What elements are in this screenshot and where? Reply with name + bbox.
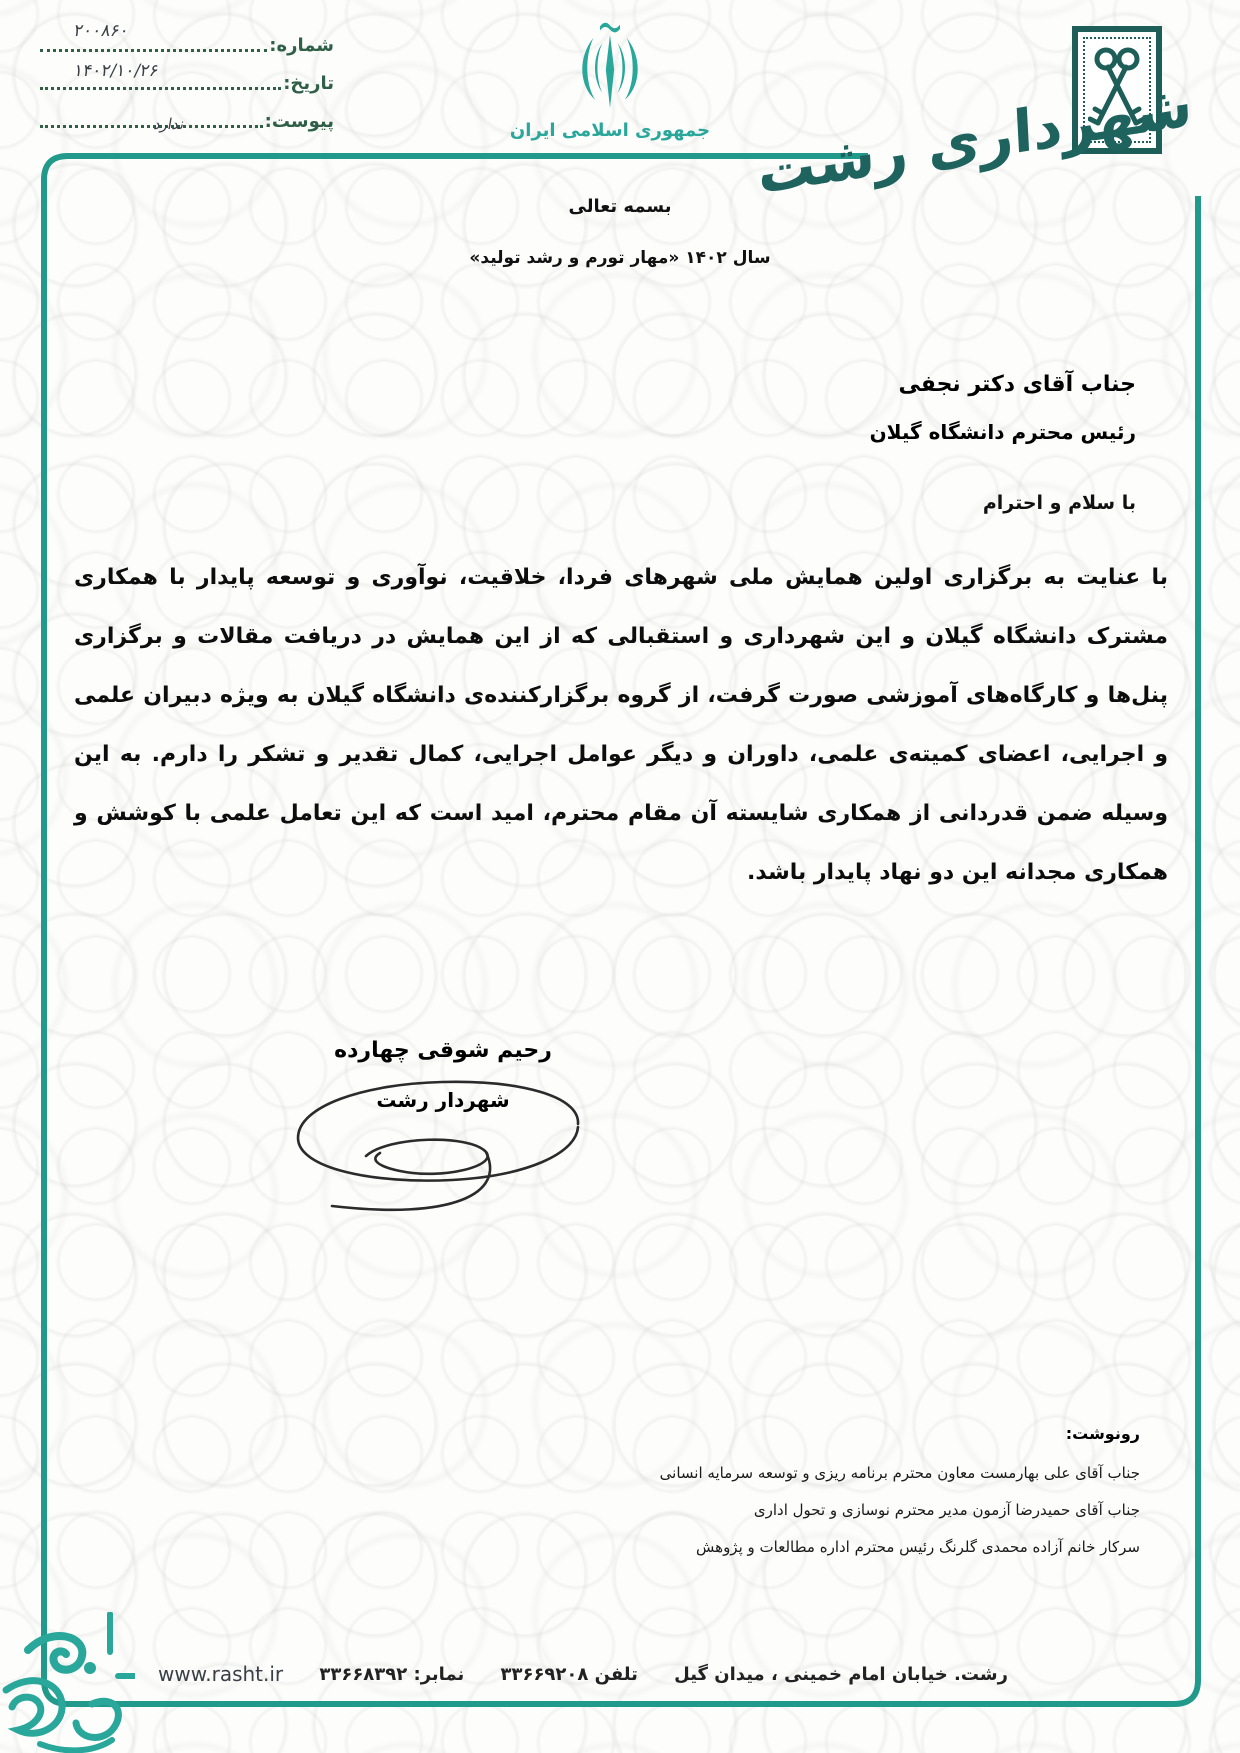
org-calligraphy: شهرداری رشت [756, 70, 1194, 208]
cc-item: جناب آقای حمیدرضا آزمون مدیر محترم نوسازی و تحول اداری [753, 1501, 1140, 1519]
signature-icon [280, 1072, 600, 1222]
corner-ornament-icon [0, 1612, 135, 1753]
date-label: تاریخ: [283, 73, 334, 94]
date-value: ۱۴۰۲/۱۰/۲۶ [72, 61, 161, 81]
number-field [34, 20, 334, 55]
cc-item: جناب آقای علی بهارمست معاون محترم برنامه ریزی و توسعه سرمایه انسانی [659, 1464, 1140, 1482]
addressee-title: رئیس محترم دانشگاه گیلان [869, 420, 1136, 444]
footer-fax [319, 1664, 464, 1685]
addressee-name: جناب آقای دکتر نجفی [898, 372, 1136, 397]
number-value: ۲۰۰۸۶۰ [72, 21, 131, 41]
footer-fax-value: ۳۳۶۶۸۳۹۲ [319, 1663, 408, 1685]
attachment-value: ندارد [152, 115, 186, 133]
salutation: با سلام و احترام [982, 492, 1136, 514]
country-name: جمهوری اسلامی ایران [509, 120, 711, 141]
year-slogan: سال ۱۴۰۲ «مهار تورم و رشد تولید» [469, 248, 771, 268]
header-meta-fields [34, 20, 334, 134]
body-paragraph: با عنایت به برگزاری اولین همایش ملی شهرهای فردا، خلاقیت، نوآوری و توسعه پایدار با همکاری مشترک دانشگاه گیلان و این شهرداری و استقبالی که از این همایش در دریافت مقالات و برگزاری پنل‌ها و کارگاه‌های آموزشی صورت گرفت، از گروه برگزارکننده‌ی دانشگاه گیلان به ویژه دبیران علمی و اجرایی، اعضای کمیته‌ی علمی، داوران و دیگر عوامل اجرایی، کمال تقدیر و تشکر را دارم. به این وسیله ضمن قدردانی از همکاری شایسته آن مقام محترم، امید است که این تعامل علمی با کوشش و همکاری مجدانه این دو نهاد پایدار باشد. [74, 565, 1168, 885]
footer [158, 1662, 1008, 1686]
cc-label: رونوشت: [1065, 1424, 1140, 1443]
footer-phone-value: ۳۳۶۶۹۲۰۸ [500, 1663, 589, 1685]
basmala: بسمه تعالی [568, 196, 672, 217]
footer-phone [500, 1664, 637, 1685]
attachment-field [34, 96, 334, 131]
footer-website: www.rasht.ir [158, 1662, 284, 1686]
footer-phone-label: تلفن [594, 1663, 638, 1685]
footer-address: رشت. خیابان امام خمینی ، میدان گیل [674, 1663, 1008, 1685]
number-dotted-line [40, 49, 267, 52]
date-dotted-line [40, 87, 281, 90]
date-field [34, 58, 334, 93]
attachment-dotted-line [40, 125, 263, 128]
number-label: شماره: [269, 35, 334, 56]
signer-name: رحیم شوقی چهارده [334, 1038, 552, 1063]
iran-emblem-icon [568, 18, 652, 118]
cc-item: سرکار خانم آزاده محمدی گلرنگ رئیس محترم اداره مطالعات و پژوهش [696, 1538, 1140, 1556]
footer-fax-label: نمابر: [413, 1663, 465, 1685]
attachment-label: پیوست: [264, 111, 334, 132]
signer-title: شهردار رشت [376, 1088, 510, 1112]
cc-block [660, 1424, 1140, 1566]
